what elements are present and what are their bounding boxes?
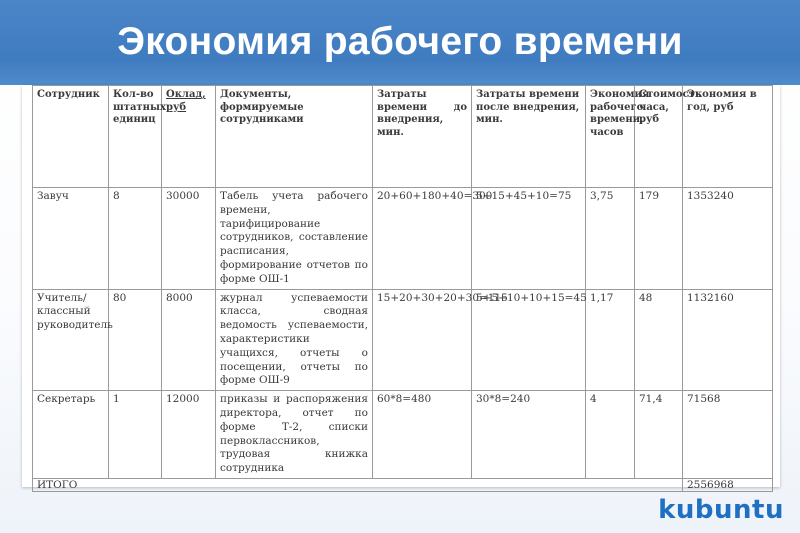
table-header-row xyxy=(33,86,773,188)
total-value: 2556968 xyxy=(683,478,773,491)
cell-employee: Учитель/ классный руководитель xyxy=(33,289,109,391)
cell-hour-cost: 179 xyxy=(635,188,683,290)
table-total-row xyxy=(33,478,773,491)
cell-salary: 30000 xyxy=(162,188,216,290)
cell-documents: Табель учета рабочего времени, тарифицирование сотрудников, составление расписания, формирование отчетов по форме ОШ-1 xyxy=(216,188,373,290)
cell-time-before: 60*8=480 xyxy=(373,391,472,479)
document-sheet xyxy=(22,85,780,491)
slide-title: Экономия рабочего времени xyxy=(117,20,683,63)
cell-documents: приказы и распоряжения директора, отчет по форме Т-2, списки первоклассников, трудовая книжка сотрудника xyxy=(216,391,373,479)
cell-salary: 8000 xyxy=(162,289,216,391)
table-row xyxy=(33,289,773,391)
cell-staff-units: 80 xyxy=(109,289,162,391)
cell-time-after: 30*8=240 xyxy=(472,391,586,479)
cell-time-saved: 3,75 xyxy=(586,188,635,290)
header-time-after: Затраты времени после внедрения, мин. xyxy=(472,86,586,188)
header-employee: Сотрудник xyxy=(33,86,109,188)
table-row xyxy=(33,391,773,479)
table-row xyxy=(33,188,773,290)
header-documents: Документы, формируемые сотрудниками xyxy=(216,86,373,188)
cell-time-after: 5+15+45+10=75 xyxy=(472,188,586,290)
header-time-before: Затраты времени до внедрения, мин. xyxy=(373,86,472,188)
savings-table xyxy=(32,85,773,492)
header-time-saved: Экономия рабочего времени, часов xyxy=(586,86,635,188)
cell-yearly-savings: 1132160 xyxy=(683,289,773,391)
cell-yearly-savings: 71568 xyxy=(683,391,773,479)
cell-yearly-savings: 1353240 xyxy=(683,188,773,290)
cell-time-saved: 1,17 xyxy=(586,289,635,391)
title-bar xyxy=(0,0,800,85)
total-label: ИТОГО xyxy=(33,478,683,491)
kubuntu-logo: kubuntu xyxy=(658,495,784,525)
header-staff-units: Кол-во штатных единиц xyxy=(109,86,162,188)
cell-staff-units: 1 xyxy=(109,391,162,479)
cell-hour-cost: 48 xyxy=(635,289,683,391)
cell-time-after: 5+5+10+10+15=45 xyxy=(472,289,586,391)
cell-employee: Секретарь xyxy=(33,391,109,479)
cell-time-saved: 4 xyxy=(586,391,635,479)
header-yearly-savings: Экономия в год, руб xyxy=(683,86,773,188)
cell-employee: Завуч xyxy=(33,188,109,290)
cell-documents: журнал успеваемости класса, сводная ведомость успеваемости, характеристики учащихся, отчеты о посещении, отчеты по форме ОШ-9 xyxy=(216,289,373,391)
cell-time-before: 20+60+180+40=300 xyxy=(373,188,472,290)
cell-staff-units: 8 xyxy=(109,188,162,290)
cell-hour-cost: 71,4 xyxy=(635,391,683,479)
header-salary: Оклад, руб xyxy=(162,86,216,188)
cell-time-before: 15+20+30+20+30=115 xyxy=(373,289,472,391)
cell-salary: 12000 xyxy=(162,391,216,479)
header-hour-cost: Стоимость часа, руб xyxy=(635,86,683,188)
